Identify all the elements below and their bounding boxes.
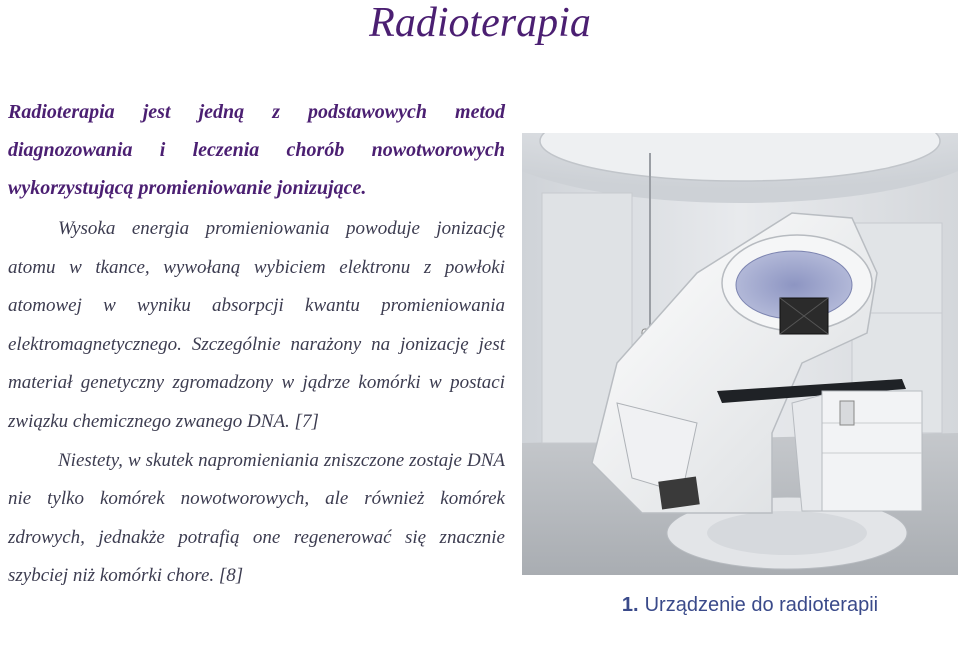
paragraph-ionization: Wysoka energia promieniowania powoduje jonizację atomu w tkance, wywołaną wybiciem elektronu z powłoki atomowej w wyniku absorpcji kwantu promieniowania elektromagnetycznego. Szczególnie narażony na jonizację jest materiał genetyczny zgromadzony w jądrze komórki w postaci związku chemicznego zwanego DNA. [7] xyxy=(8,218,505,432)
intro-line: Radioterapia jest jedną z podstawowych metod xyxy=(8,101,505,123)
body-text xyxy=(8,210,505,596)
intro-line: diagnozowania i leczenia chorób nowotworowych xyxy=(8,139,505,161)
figure-caption xyxy=(540,592,960,618)
caption-text: Urządzenie do radioterapii xyxy=(644,594,879,616)
page-title: Radioterapia xyxy=(369,0,591,46)
intro-text xyxy=(8,93,505,207)
paragraph-dna-damage: Niestety, w skutek napromieniania zniszczone zostaje DNA nie tylko komórek nowotworowych, ale również komórek zdrowych, jednakże potrafią one regenerować się znacznie szybciej niż komórki chore. [8] xyxy=(8,449,505,587)
intro-line: wykorzystującą promieniowanie jonizujące. xyxy=(8,177,367,199)
linear-accelerator-photo xyxy=(522,133,958,575)
caption-number: 1. xyxy=(621,594,639,616)
